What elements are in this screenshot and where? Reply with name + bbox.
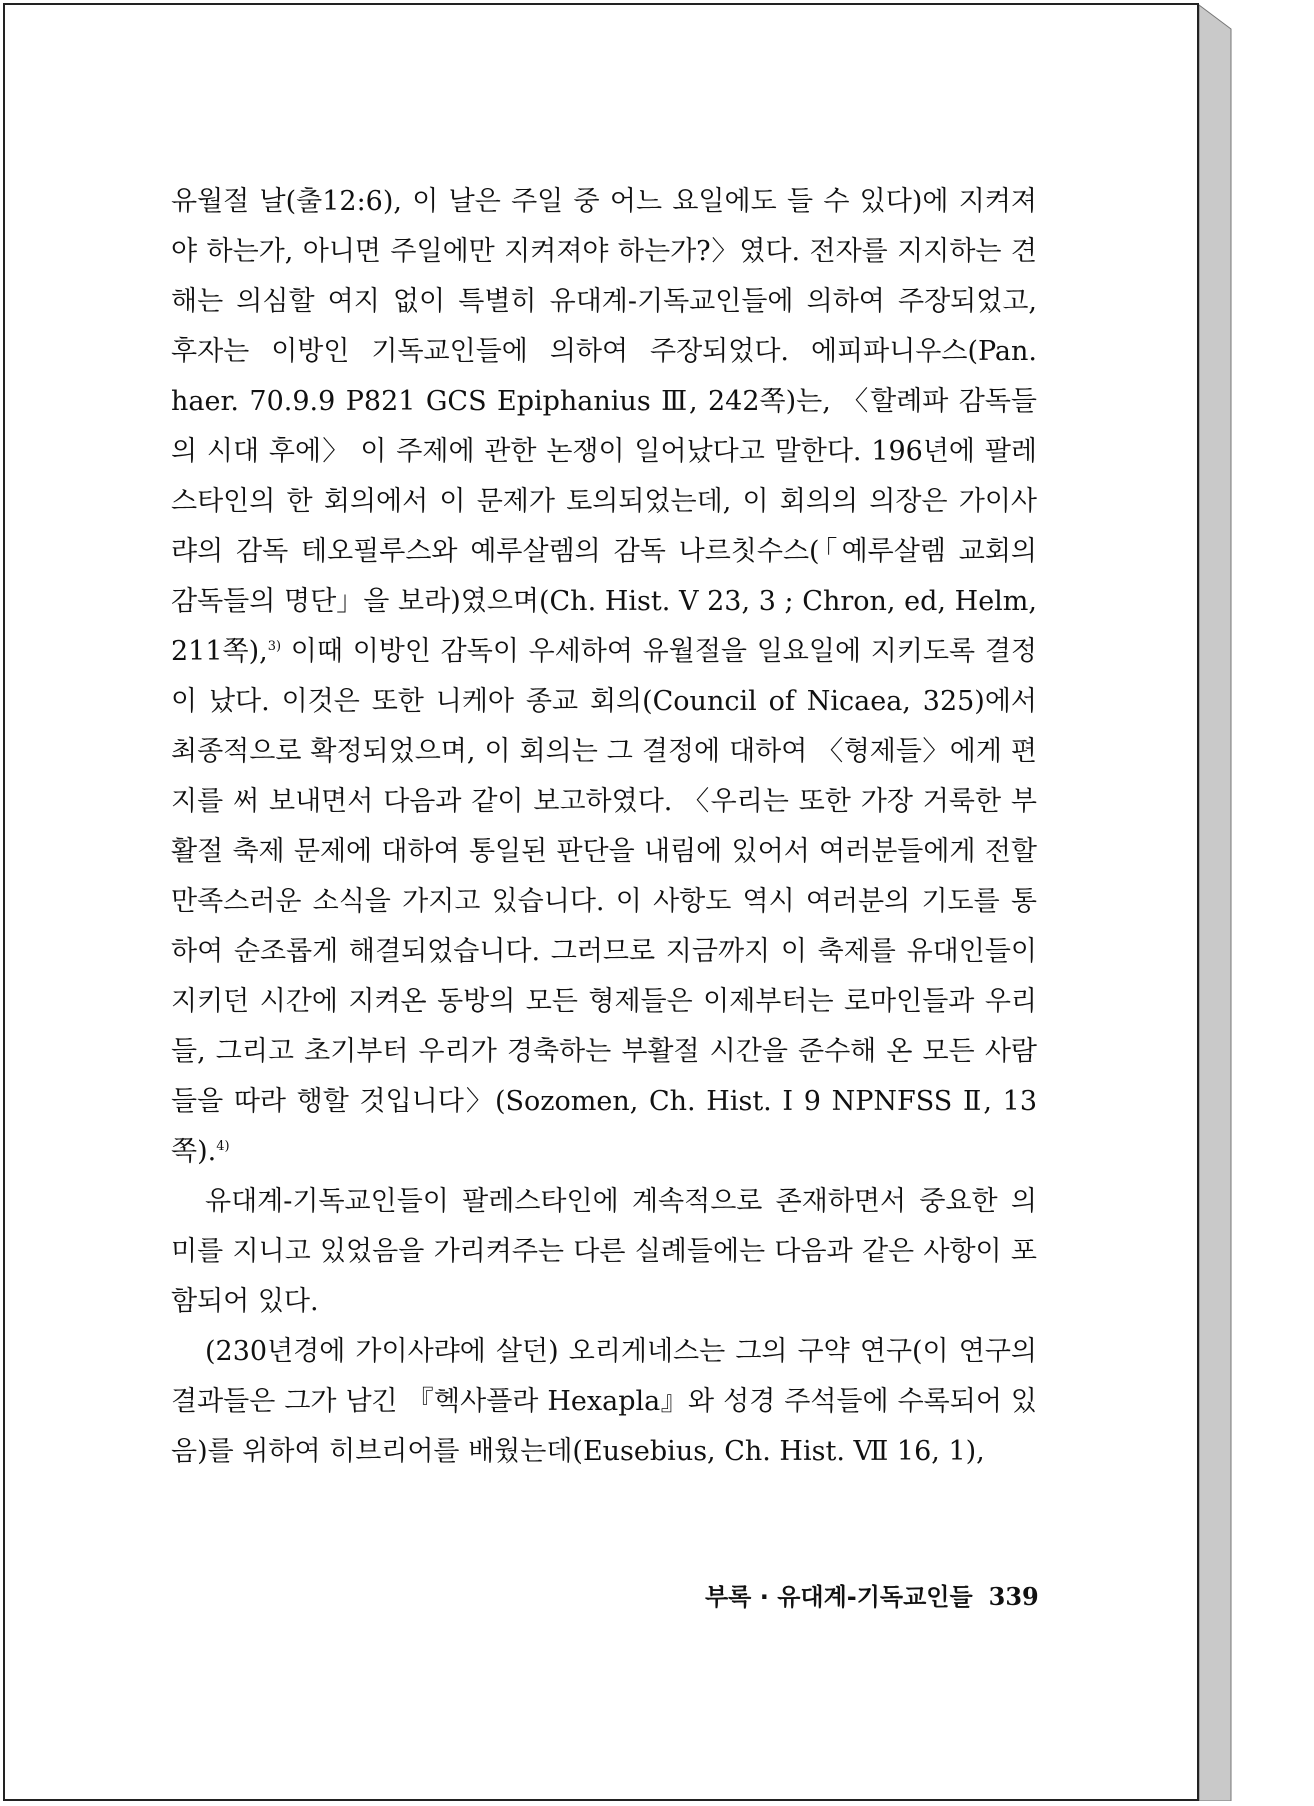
paragraph-2: 유대계-기독교인들이 팔레스타인에 계속적으로 존재하면서 중요한 의미를 지니고 있었음을 가리켜주는 다른 실례들에는 다음과 같은 사항이 포함되어 있다. [171, 1186, 1037, 1317]
book-page [3, 3, 1199, 1801]
paragraph-1-text-continued: 이때 이방인 감독이 우세하여 유월절을 일요일에 지키도록 결정이 났다. 이것은 또한 니케아 종교 회의(Council of Nicaea, 325)에서 최종적으로 확정되었으며, 이 회의는 그 결정에 대하여 〈형제들〉에게 편지를 써 보내면서 다음과 같이 보고하였다. 〈우리는 또한 가장 거룩한 부활절 축제 문제에 대하여 통일된 판단을 내림에 있어서 여러분들에게 전할 만족스러운 소식을 가지고 있습니다. 이 사항도 역시 여러분의 기도를 통하여 순조롭게 해결되었습니다. 그러므로 지금까지 이 축제를 유대인들이 지키던 시간에 지켜온 동방의 모든 형제들은 이제부터는 로마인들과 우리들, 그리고 초기부터 우리가 경축하는 부활절 시간을 준수해 온 모든 사람들을 따라 행할 것입니다〉(Sozomen, Ch. Hist. I 9 NPNFSS Ⅱ, 13쪽). [171, 636, 1037, 1167]
footnote-marker-4: 4) [216, 1139, 230, 1154]
page-footer [705, 1577, 1039, 1612]
paragraph-3: (230년경에 가이사랴에 살던) 오리게네스는 그의 구약 연구(이 연구의 결과들은 그가 남긴 『헥사플라 Hexapla』와 성경 주석들에 수록되어 있음)를 위하여 히브리어를 배웠는데(Eusebius, Ch. Hist. Ⅶ 16, 1), [171, 1336, 1037, 1467]
running-title: 부록 · 유대계-기독교인들 [705, 1583, 973, 1611]
paragraph-1 [171, 177, 1037, 1177]
page-edge-shadow [1199, 3, 1243, 1801]
page-number: 339 [988, 1582, 1039, 1611]
footnote-marker-3: 3) [267, 639, 282, 654]
paragraph-1-text: 유월절 날(출12:6), 이 날은 주일 중 어느 요일에도 들 수 있다)에 지켜져야 하는가, 아니면 주일에만 지켜져야 하는가?〉였다. 전자를 지지하는 견해는 의심할 여지 없이 특별히 유대계-기독교인들에 의하여 주장되었고, 후자는 이방인 기독교인들에 의하여 주장되었다. 에피파니우스(Pan. haer. 70.9.9 P821 GCS Epiphanius Ⅲ, 242쪽)는, 〈할례파 감독들의 시대 후에〉 이 주제에 관한 논쟁이 일어났다고 말한다. 196년에 팔레스타인의 한 회의에서 이 문제가 토의되었는데, 이 회의의 의장은 가이사랴의 감독 테오필루스와 예루살렘의 감독 나르칫수스(「예루살렘 교회의 감독들의 명단」을 보라)였으며(Ch. Hist. V 23, 3 ; Chron, ed, Helm, 211쪽), [171, 186, 1037, 667]
body-text [171, 177, 1037, 1477]
